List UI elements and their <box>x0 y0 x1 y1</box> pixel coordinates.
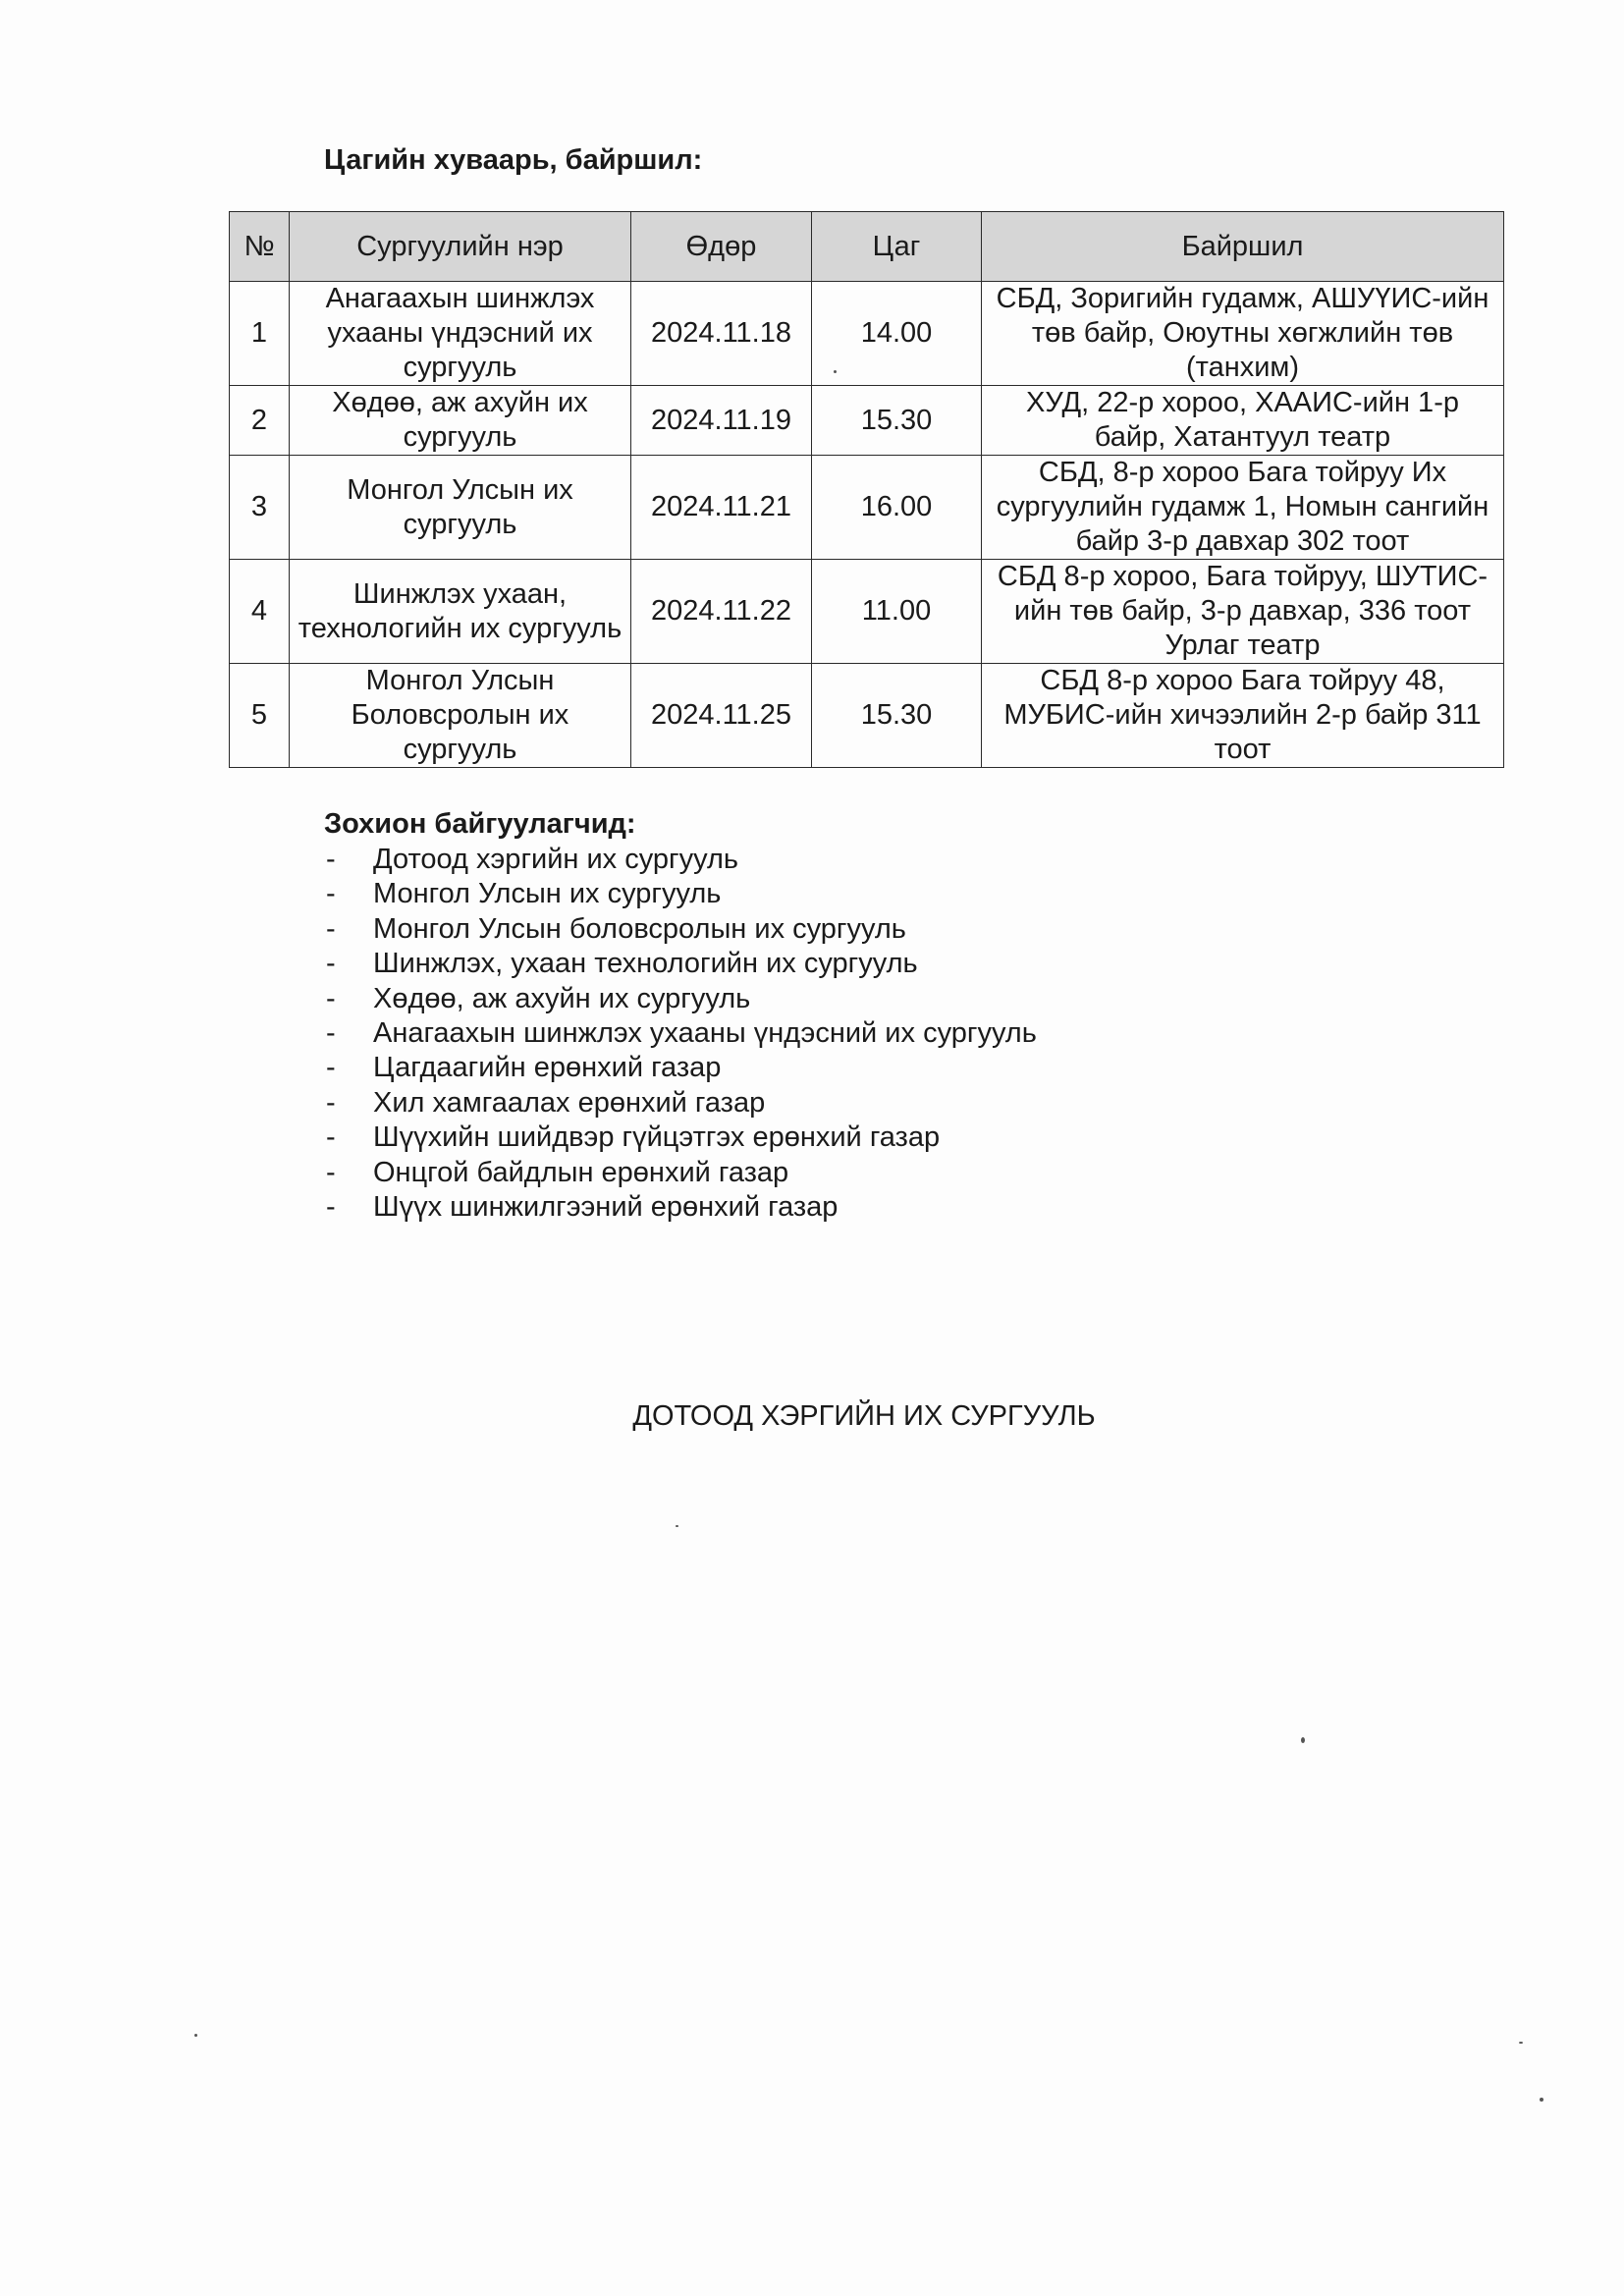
organizers-list <box>324 843 1037 1225</box>
cell-school: Хөдөө, аж ахуйн их сургууль <box>290 386 631 456</box>
cell-date: 2024.11.25 <box>631 664 812 768</box>
cell-location: ХУД, 22-р хороо, ХААИС-ийн 1-р байр, Хатантуул театр <box>982 386 1504 456</box>
cell-location: СБД 8-р хороо, Бага тойруу, ШУТИС-ийн төв байр, 3-р давхар, 336 тоот Урлаг театр <box>982 560 1504 664</box>
header-date: Өдөр <box>631 212 812 282</box>
organizer-name: Хил хамгаалах ерөнхий газар <box>373 1086 766 1119</box>
header-no: № <box>230 212 290 282</box>
organizer-name: Шүүх шинжилгээний ерөнхий газар <box>373 1191 839 1224</box>
list-item <box>324 1190 1037 1225</box>
cell-no: 2 <box>230 386 290 456</box>
list-item <box>324 1016 1037 1051</box>
organizers-title: Зохион байгуулагчид: <box>324 808 636 840</box>
schedule-title: Цагийн хуваарь, байршил: <box>324 144 703 176</box>
bullet-dash: - <box>326 844 336 875</box>
list-item <box>324 947 1037 981</box>
list-item <box>324 1121 1037 1155</box>
scan-speck <box>676 1525 678 1527</box>
bullet-dash: - <box>326 948 336 980</box>
bullet-dash: - <box>326 1191 336 1224</box>
cell-location: СБД 8-р хороо Бага тойруу 48, МУБИС-ийн хичээлийн 2-р байр 311 тоот <box>982 664 1504 768</box>
table-row <box>230 456 1504 560</box>
bullet-dash: - <box>326 1121 336 1154</box>
list-item <box>324 1086 1037 1121</box>
scan-speck <box>1301 1737 1305 1743</box>
scan-speck <box>1540 2098 1543 2102</box>
schedule-table <box>229 211 1504 768</box>
cell-school: Монгол Улсын их сургууль <box>290 456 631 560</box>
bullet-dash: - <box>326 1086 336 1119</box>
scan-speck <box>1519 2042 1523 2044</box>
table-row <box>230 386 1504 456</box>
list-item <box>324 1051 1037 1085</box>
list-item <box>324 982 1037 1016</box>
bullet-dash: - <box>326 878 336 910</box>
cell-no: 1 <box>230 282 290 386</box>
organizer-name: Анагаахын шинжлэх ухааны үндэсний их сургууль <box>373 1017 1037 1050</box>
cell-date: 2024.11.18 <box>631 282 812 386</box>
bullet-dash: - <box>326 1156 336 1188</box>
organizer-name: Шүүхийн шийдвэр гүйцэтгэх ерөнхий газар <box>373 1121 941 1154</box>
cell-time: 15.30 <box>812 386 982 456</box>
organizer-name: Шинжлэх, ухаан технологийн их сургууль <box>373 948 918 980</box>
cell-school: Анагаахын шинжлэх ухааны үндэсний их сургууль <box>290 282 631 386</box>
cell-no: 3 <box>230 456 290 560</box>
table-row <box>230 664 1504 768</box>
header-time: Цаг <box>812 212 982 282</box>
organizer-name: Дотоод хэргийн их сургууль <box>373 844 739 875</box>
organizer-name: Монгол Улсын боловсролын их сургууль <box>373 912 906 945</box>
cell-date: 2024.11.22 <box>631 560 812 664</box>
list-item <box>324 1156 1037 1190</box>
bullet-dash: - <box>326 1052 336 1084</box>
table-row <box>230 282 1504 386</box>
cell-time: 16.00 <box>812 456 982 560</box>
cell-time: 14.00 <box>812 282 982 386</box>
list-item <box>324 912 1037 947</box>
cell-time: 11.00 <box>812 560 982 664</box>
header-location: Байршил <box>982 212 1504 282</box>
cell-date: 2024.11.21 <box>631 456 812 560</box>
signature-institution: ДОТООД ХЭРГИЙН ИХ СУРГУУЛЬ <box>632 1400 1096 1432</box>
list-item <box>324 877 1037 911</box>
table-header-row <box>230 212 1504 282</box>
organizer-name: Цагдаагийн ерөнхий газар <box>373 1052 722 1084</box>
organizer-name: Монгол Улсын их сургууль <box>373 878 722 910</box>
cell-location: СБД, Зоригийн гудамж, АШУҮИС-ийн төв байр, Оюутны хөгжлийн төв (танхим) <box>982 282 1504 386</box>
cell-no: 5 <box>230 664 290 768</box>
cell-time: 15.30 <box>812 664 982 768</box>
list-item <box>324 843 1037 877</box>
scan-speck <box>194 2034 197 2037</box>
bullet-dash: - <box>326 982 336 1014</box>
cell-school: Монгол Улсын Боловсролын их сургууль <box>290 664 631 768</box>
table-row <box>230 560 1504 664</box>
scan-speck <box>834 370 837 373</box>
header-school: Сургуулийн нэр <box>290 212 631 282</box>
organizer-name: Онцгой байдлын ерөнхий газар <box>373 1156 789 1188</box>
bullet-dash: - <box>326 912 336 945</box>
cell-date: 2024.11.19 <box>631 386 812 456</box>
cell-school: Шинжлэх ухаан, технологийн их сургууль <box>290 560 631 664</box>
organizer-name: Хөдөө, аж ахуйн их сургууль <box>373 982 751 1014</box>
bullet-dash: - <box>326 1017 336 1050</box>
cell-location: СБД, 8-р хороо Бага тойруу Их сургуулийн гудамж 1, Номын сангийн байр 3-р давхар 302 тоот <box>982 456 1504 560</box>
cell-no: 4 <box>230 560 290 664</box>
